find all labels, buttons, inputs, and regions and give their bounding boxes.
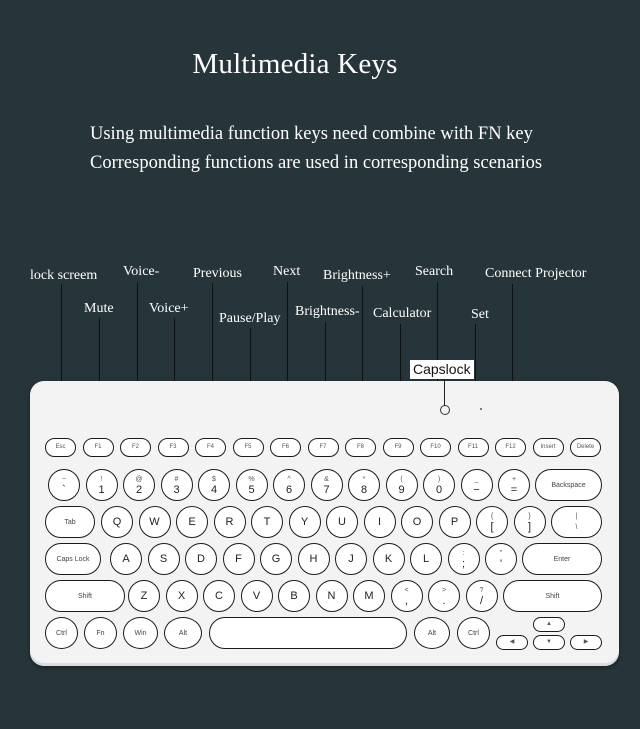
key-num-4[interactable]: $ 4: [198, 469, 230, 501]
key-f10[interactable]: F10: [420, 438, 451, 457]
key-f12[interactable]: F12: [495, 438, 526, 457]
key-insert[interactable]: Insert: [533, 438, 564, 457]
key-row2-6[interactable]: U: [326, 506, 358, 538]
key-shift-right[interactable]: Shift: [503, 580, 602, 612]
label-brightness-down: Brightness-: [295, 304, 360, 319]
key-ctrl-left[interactable]: Ctrl: [45, 617, 78, 649]
key-f4[interactable]: F4: [195, 438, 226, 457]
key-f2[interactable]: F2: [120, 438, 151, 457]
key-row4-6[interactable]: M: [353, 580, 385, 612]
key-row4-0[interactable]: Z: [128, 580, 160, 612]
label-brightness-up: Brightness+: [323, 268, 391, 283]
key-f9[interactable]: F9: [383, 438, 414, 457]
subtitle-line-1: Using multimedia function keys need combine with FN key: [90, 124, 533, 144]
key-row2-9[interactable]: P: [439, 506, 471, 538]
key-row3-2[interactable]: D: [185, 543, 217, 575]
key-backspace[interactable]: Backspace: [535, 469, 602, 501]
key-row2-2[interactable]: E: [176, 506, 208, 538]
key-row4-4[interactable]: B: [278, 580, 310, 612]
key-delete[interactable]: Delete: [570, 438, 601, 457]
key-num-2[interactable]: @ 2: [123, 469, 155, 501]
key-row4-8[interactable]: > .: [428, 580, 460, 612]
key-backslash[interactable]: | \: [551, 506, 602, 538]
key-arrow-down[interactable]: ▼: [533, 635, 565, 650]
key-num-9[interactable]: ( 9: [386, 469, 418, 501]
key-row4-5[interactable]: N: [316, 580, 348, 612]
key-row3-4[interactable]: G: [260, 543, 292, 575]
label-pause-play: Pause/Play: [219, 311, 281, 326]
key-row2-10[interactable]: { [: [476, 506, 508, 538]
label-next: Next: [273, 264, 301, 279]
label-mute: Mute: [84, 301, 114, 316]
key-f8[interactable]: F8: [345, 438, 376, 457]
key-esc[interactable]: Esc: [45, 438, 76, 457]
label-previous: Previous: [193, 266, 242, 281]
key-row4-2[interactable]: C: [203, 580, 235, 612]
key-row3-5[interactable]: H: [298, 543, 330, 575]
key-row3-1[interactable]: S: [148, 543, 180, 575]
key-enter[interactable]: Enter: [522, 543, 602, 575]
label-connect-projector: Connect Projector: [485, 266, 587, 281]
key-num-8[interactable]: * 8: [348, 469, 380, 501]
key-row2-11[interactable]: } ]: [514, 506, 546, 538]
key-num-6[interactable]: ^ 6: [273, 469, 305, 501]
key-ctrl-right[interactable]: Ctrl: [457, 617, 490, 649]
key-row2-3[interactable]: R: [214, 506, 246, 538]
key-shift-left[interactable]: Shift: [45, 580, 125, 612]
key-arrow-right[interactable]: ▶: [570, 635, 602, 650]
key-alt-left[interactable]: Alt: [164, 617, 202, 649]
key-caps-lock[interactable]: Caps Lock: [45, 543, 101, 575]
subtitle-line-2: Corresponding functions are used in corresponding scenarios: [90, 153, 543, 173]
key-row2-5[interactable]: Y: [289, 506, 321, 538]
key-f1[interactable]: F1: [83, 438, 114, 457]
key-row4-3[interactable]: V: [241, 580, 273, 612]
key-num-1[interactable]: ! 1: [86, 469, 118, 501]
leader-line: [444, 378, 445, 406]
key-row2-4[interactable]: T: [251, 506, 283, 538]
key-row3-0[interactable]: A: [110, 543, 142, 575]
label-search: Search: [415, 264, 454, 279]
key-row2-1[interactable]: W: [139, 506, 171, 538]
key-row3-10[interactable]: " ': [485, 543, 517, 575]
key-num-12[interactable]: + =: [498, 469, 530, 501]
key-num-7[interactable]: & 7: [311, 469, 343, 501]
label-voice-down: Voice-: [123, 264, 160, 279]
key-row4-7[interactable]: < ,: [391, 580, 423, 612]
key-space[interactable]: [209, 617, 407, 649]
label-voice-up: Voice+: [149, 301, 189, 316]
key-row4-9[interactable]: ? /: [466, 580, 498, 612]
key-row4-1[interactable]: X: [166, 580, 198, 612]
label-set: Set: [471, 307, 489, 322]
key-win[interactable]: Win: [123, 617, 158, 649]
key-row3-6[interactable]: J: [335, 543, 367, 575]
key-row3-7[interactable]: K: [373, 543, 405, 575]
key-row3-9[interactable]: : ;: [448, 543, 480, 575]
key-f6[interactable]: F6: [270, 438, 301, 457]
power-indicator-light: [480, 408, 482, 410]
key-f11[interactable]: F11: [458, 438, 489, 457]
label-lock-screen: lock screem: [30, 268, 98, 283]
key-num-11[interactable]: _ −: [461, 469, 493, 501]
label-calculator: Calculator: [373, 306, 432, 321]
key-alt-right[interactable]: Alt: [414, 617, 450, 649]
key-arrow-left[interactable]: ◀: [496, 635, 528, 650]
key-row3-8[interactable]: L: [410, 543, 442, 575]
key-num-3[interactable]: # 3: [161, 469, 193, 501]
key-row2-0[interactable]: Q: [101, 506, 133, 538]
key-f3[interactable]: F3: [158, 438, 189, 457]
key-fn[interactable]: Fn: [84, 617, 117, 649]
key-num-0[interactable]: ~ `: [48, 469, 80, 501]
key-tab[interactable]: Tab: [45, 506, 95, 538]
capslock-callout: Capslock: [410, 360, 474, 379]
key-arrow-up[interactable]: ▲: [533, 617, 565, 632]
key-num-10[interactable]: ) 0: [423, 469, 455, 501]
key-f7[interactable]: F7: [308, 438, 339, 457]
key-num-5[interactable]: % 5: [236, 469, 268, 501]
key-row3-3[interactable]: F: [223, 543, 255, 575]
key-row2-8[interactable]: O: [401, 506, 433, 538]
key-row2-7[interactable]: I: [364, 506, 396, 538]
capslock-indicator-light: [440, 405, 450, 415]
page-title: Multimedia Keys: [192, 48, 398, 80]
key-f5[interactable]: F5: [233, 438, 264, 457]
